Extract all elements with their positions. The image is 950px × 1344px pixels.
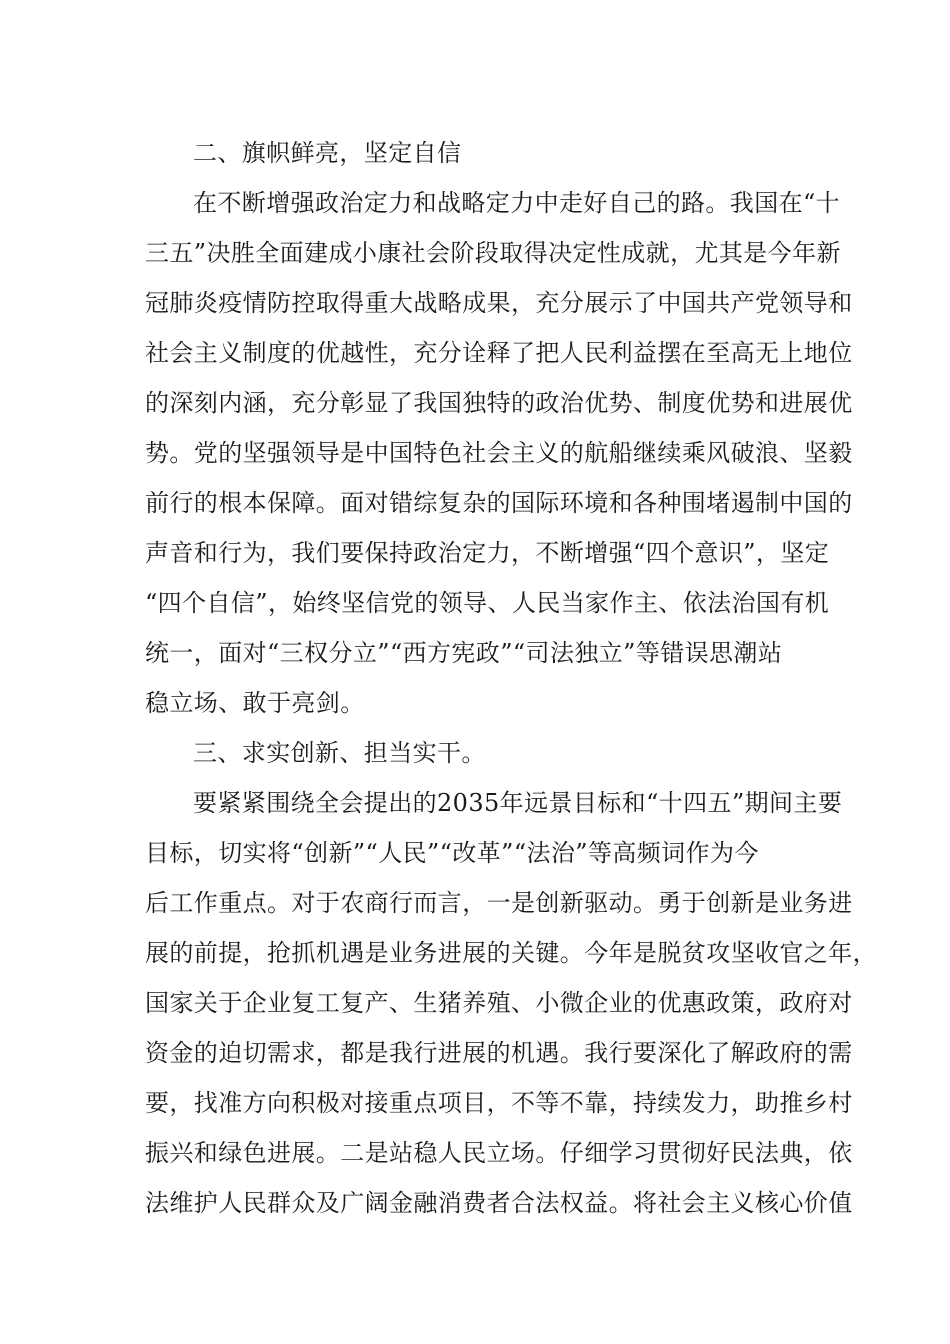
paragraph-line: 稳立场、敢于亮剑。: [145, 689, 365, 717]
section-heading-2: 二、旗帜鲜亮，坚定自信: [193, 139, 462, 167]
paragraph-line: 要，找准方向积极对接重点项目，不等不靠，持续发力，助推乡村: [145, 1089, 853, 1117]
paragraph-line: 冠肺炎疫情防控取得重大战略成果，充分展示了中国共产党领导和: [145, 289, 853, 317]
paragraph-line: 社会主义制度的优越性，充分诠释了把人民利益摆在至高无上地位: [145, 339, 853, 367]
paragraph-line: 目标，切实将“创新”“人民”“改革”“法治”等高频词作为今: [145, 839, 759, 867]
paragraph-line: 展的前提，抢抓机遇是业务进展的关键。今年是脱贫攻坚收官之年，: [145, 939, 877, 967]
paragraph-line: 要紧紧围绕全会提出的2035年远景目标和“十四五”期间主要: [193, 789, 843, 817]
document-body: [145, 128, 877, 1228]
paragraph-line: 国家关于企业复工复产、生猪养殖、小微企业的优惠政策，政府对: [145, 989, 853, 1017]
paragraph-line: 在不断增强政治定力和战略定力中走好自己的路。我国在“十: [193, 189, 841, 217]
paragraph-line: 法维护人民群众及广阔金融消费者合法权益。将社会主义核心价值: [145, 1189, 853, 1217]
paragraph-line: 资金的迫切需求，都是我行进展的机遇。我行要深化了解政府的需: [145, 1039, 853, 1067]
paragraph-line: 统一，面对“三权分立”“西方宪政”“司法独立”等错误思潮站: [145, 639, 783, 667]
paragraph-line: 声音和行为，我们要保持政治定力，不断增强“四个意识”，坚定: [145, 539, 830, 567]
section-heading-3: 三、求实创新、担当实干。: [193, 739, 486, 767]
paragraph-line: 前行的根本保障。面对错综复杂的国际环境和各种围堵遏制中国的: [145, 489, 853, 517]
paragraph-line: 的深刻内涵，充分彰显了我国独特的政治优势、制度优势和进展优: [145, 389, 853, 417]
paragraph-line: 三五”决胜全面建成小康社会阶段取得决定性成就，尤其是今年新: [145, 239, 841, 267]
paragraph-line: 后工作重点。对于农商行而言，一是创新驱动。勇于创新是业务进: [145, 889, 853, 917]
paragraph-line: “四个自信”，始终坚信党的领导、人民当家作主、依法治国有机: [145, 589, 830, 617]
paragraph-line: 振兴和绿色进展。二是站稳人民立场。仔细学习贯彻好民法典，依: [145, 1139, 853, 1167]
paragraph-line: 势。党的坚强领导是中国特色社会主义的航船继续乘风破浪、坚毅: [145, 439, 853, 467]
